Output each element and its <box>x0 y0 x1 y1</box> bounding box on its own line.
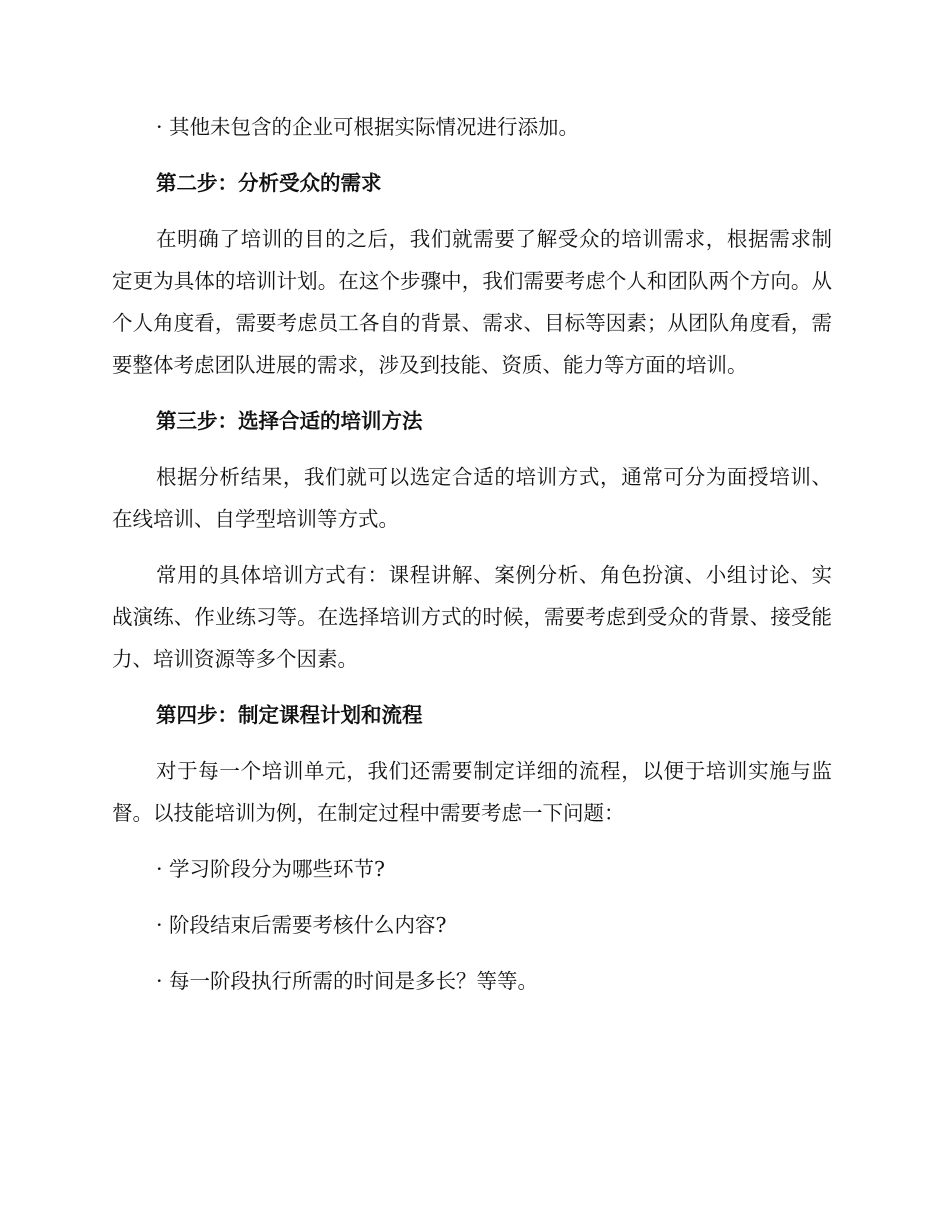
step3-paragraph-1: 根据分析结果，我们就可以选定合适的培训方式，通常可分为面授培训、在线培训、自学型培训等方式。 <box>112 465 832 531</box>
section-heading-step3: 第三步：选择合适的培训方法 <box>156 409 423 433</box>
step3-paragraph-2: 常用的具体培训方式有：课程讲解、案例分析、角色扮演、小组讨论、实战演练、作业练习等。在选择培训方式的时候，需要考虑到受众的背景、接受能力、培训资源等多个因素。 <box>112 563 832 671</box>
section-heading-step2: 第二步：分析受众的需求 <box>156 171 382 195</box>
section-heading-step4: 第四步：制定课程计划和流程 <box>156 703 423 727</box>
step4-bullet-3: · 每一阶段执行所需的时间是多长？等等。 <box>156 969 539 993</box>
step2-paragraph: 在明确了培训的目的之后，我们就需要了解受众的培训需求，根据需求制定更为具体的培训计划。在这个步骤中，我们需要考虑个人和团队两个方向。从个人角度看，需要考虑员工各自的背景、需求、目标等因素；从团队角度看，需要整体考虑团队进展的需求，涉及到技能、资质、能力等方面的培训。 <box>112 227 832 377</box>
step4-paragraph: 对于每一个培训单元，我们还需要制定详细的流程，以便于培训实施与监督。以技能培训为例，在制定过程中需要考虑一下问题： <box>112 759 832 825</box>
step4-bullet-1: · 学习阶段分为哪些环节? <box>156 857 386 881</box>
step4-bullet-2: · 阶段结束后需要考核什么内容? <box>156 913 447 937</box>
intro-bullet: · 其他未包含的企业可根据实际情况进行添加。 <box>156 115 580 139</box>
document-body <box>112 106 832 1016</box>
